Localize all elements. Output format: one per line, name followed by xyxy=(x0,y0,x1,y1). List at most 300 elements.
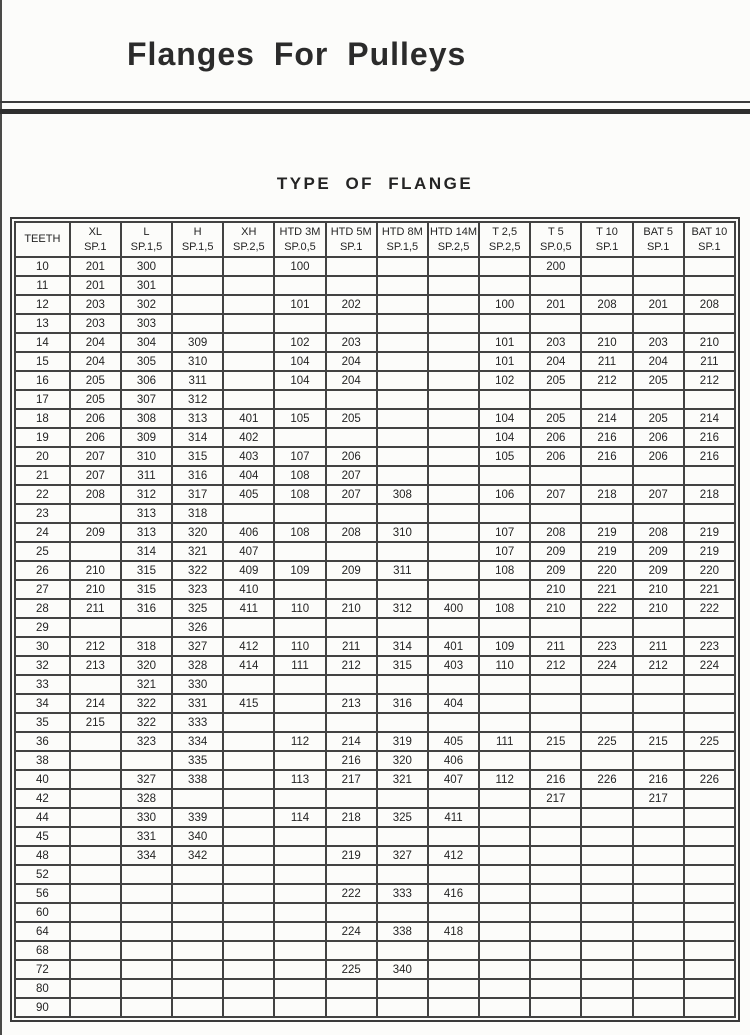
value-cell: 214 xyxy=(70,694,121,713)
table-row xyxy=(15,979,735,998)
value-cell xyxy=(70,884,121,903)
value-cell: 113 xyxy=(274,770,325,789)
teeth-cell: 36 xyxy=(15,732,70,751)
value-cell: 219 xyxy=(581,542,632,561)
value-cell xyxy=(377,371,428,390)
value-cell xyxy=(428,675,479,694)
teeth-cell: 32 xyxy=(15,656,70,675)
value-cell xyxy=(581,276,632,295)
value-cell xyxy=(581,865,632,884)
teeth-cell: 44 xyxy=(15,808,70,827)
value-cell xyxy=(684,846,735,865)
column-header: TEETH xyxy=(15,222,70,257)
value-cell: 213 xyxy=(326,694,377,713)
teeth-cell: 29 xyxy=(15,618,70,637)
value-cell xyxy=(70,770,121,789)
value-cell: 216 xyxy=(581,447,632,466)
value-cell: 214 xyxy=(326,732,377,751)
value-cell xyxy=(684,466,735,485)
value-cell xyxy=(684,941,735,960)
value-cell xyxy=(223,713,274,732)
value-cell: 315 xyxy=(121,580,172,599)
value-cell xyxy=(479,580,530,599)
value-cell xyxy=(684,675,735,694)
value-cell: 334 xyxy=(121,846,172,865)
value-cell xyxy=(274,979,325,998)
value-cell xyxy=(326,580,377,599)
table-row xyxy=(15,808,735,827)
value-cell: 205 xyxy=(530,409,581,428)
value-cell xyxy=(377,428,428,447)
value-cell: 204 xyxy=(326,371,377,390)
teeth-cell: 48 xyxy=(15,846,70,865)
value-cell xyxy=(479,789,530,808)
value-cell xyxy=(633,960,684,979)
value-cell: 211 xyxy=(326,637,377,656)
value-cell: 202 xyxy=(326,295,377,314)
table-row xyxy=(15,542,735,561)
value-cell xyxy=(223,732,274,751)
value-cell: 211 xyxy=(70,599,121,618)
teeth-cell: 17 xyxy=(15,390,70,409)
value-cell: 210 xyxy=(530,580,581,599)
value-cell xyxy=(70,789,121,808)
value-cell: 219 xyxy=(326,846,377,865)
value-cell xyxy=(684,257,735,276)
value-cell: 333 xyxy=(172,713,223,732)
value-cell xyxy=(377,713,428,732)
value-cell: 313 xyxy=(121,504,172,523)
value-cell: 225 xyxy=(684,732,735,751)
value-cell xyxy=(428,333,479,352)
value-cell xyxy=(121,998,172,1017)
value-cell: 212 xyxy=(633,656,684,675)
table-row xyxy=(15,675,735,694)
value-cell xyxy=(479,960,530,979)
value-cell xyxy=(377,542,428,561)
value-cell xyxy=(172,960,223,979)
value-cell xyxy=(377,352,428,371)
value-cell: 210 xyxy=(684,333,735,352)
value-cell xyxy=(479,276,530,295)
value-cell xyxy=(633,713,684,732)
value-cell xyxy=(70,979,121,998)
table-row xyxy=(15,295,735,314)
value-cell xyxy=(377,295,428,314)
value-cell xyxy=(530,941,581,960)
value-cell xyxy=(223,846,274,865)
value-cell xyxy=(633,922,684,941)
value-cell: 320 xyxy=(377,751,428,770)
value-cell: 403 xyxy=(223,447,274,466)
value-cell: 323 xyxy=(172,580,223,599)
value-cell: 314 xyxy=(377,637,428,656)
value-cell: 216 xyxy=(633,770,684,789)
value-cell xyxy=(223,998,274,1017)
value-cell xyxy=(633,694,684,713)
value-cell: 205 xyxy=(70,390,121,409)
value-cell xyxy=(581,884,632,903)
value-cell xyxy=(274,504,325,523)
value-cell: 224 xyxy=(581,656,632,675)
value-cell xyxy=(223,903,274,922)
column-header: T 2,5 SP.2,5 xyxy=(479,222,530,257)
value-cell: 313 xyxy=(172,409,223,428)
value-cell xyxy=(479,466,530,485)
column-header: BAT 10 SP.1 xyxy=(684,222,735,257)
value-cell xyxy=(428,979,479,998)
value-cell xyxy=(428,903,479,922)
value-cell: 225 xyxy=(326,960,377,979)
value-cell: 217 xyxy=(530,789,581,808)
teeth-cell: 33 xyxy=(15,675,70,694)
value-cell: 313 xyxy=(121,523,172,542)
value-cell: 311 xyxy=(121,466,172,485)
value-cell xyxy=(684,694,735,713)
value-cell xyxy=(581,998,632,1017)
value-cell xyxy=(70,618,121,637)
value-cell xyxy=(70,732,121,751)
value-cell: 315 xyxy=(172,447,223,466)
value-cell xyxy=(428,257,479,276)
value-cell xyxy=(121,979,172,998)
value-cell xyxy=(223,314,274,333)
value-cell: 327 xyxy=(121,770,172,789)
value-cell xyxy=(274,713,325,732)
value-cell xyxy=(684,314,735,333)
table-row xyxy=(15,276,735,295)
value-cell xyxy=(274,751,325,770)
value-cell: 208 xyxy=(70,485,121,504)
value-cell xyxy=(428,618,479,637)
value-cell: 309 xyxy=(121,428,172,447)
table-row xyxy=(15,504,735,523)
value-cell: 100 xyxy=(274,257,325,276)
value-cell xyxy=(223,827,274,846)
teeth-cell: 52 xyxy=(15,865,70,884)
value-cell xyxy=(326,827,377,846)
teeth-cell: 30 xyxy=(15,637,70,656)
teeth-cell: 68 xyxy=(15,941,70,960)
value-cell xyxy=(581,979,632,998)
value-cell: 211 xyxy=(530,637,581,656)
value-cell: 322 xyxy=(121,713,172,732)
value-cell xyxy=(223,751,274,770)
value-cell: 407 xyxy=(428,770,479,789)
value-cell xyxy=(274,580,325,599)
table-row xyxy=(15,903,735,922)
value-cell: 212 xyxy=(581,371,632,390)
value-cell: 326 xyxy=(172,618,223,637)
value-cell: 104 xyxy=(479,428,530,447)
value-cell xyxy=(530,808,581,827)
value-cell: 106 xyxy=(479,485,530,504)
value-cell: 320 xyxy=(121,656,172,675)
value-cell xyxy=(121,618,172,637)
value-cell xyxy=(428,998,479,1017)
value-cell: 206 xyxy=(530,447,581,466)
value-cell: 305 xyxy=(121,352,172,371)
value-cell xyxy=(581,504,632,523)
value-cell xyxy=(684,827,735,846)
table-row xyxy=(15,941,735,960)
value-cell xyxy=(684,390,735,409)
value-cell: 215 xyxy=(633,732,684,751)
value-cell xyxy=(326,504,377,523)
value-cell xyxy=(428,789,479,808)
value-cell: 320 xyxy=(172,523,223,542)
value-cell xyxy=(479,390,530,409)
teeth-cell: 11 xyxy=(15,276,70,295)
value-cell: 217 xyxy=(633,789,684,808)
table-row xyxy=(15,713,735,732)
value-cell xyxy=(479,675,530,694)
value-cell xyxy=(121,941,172,960)
value-cell xyxy=(581,827,632,846)
value-cell xyxy=(70,922,121,941)
value-cell: 210 xyxy=(530,599,581,618)
value-cell xyxy=(428,314,479,333)
value-cell xyxy=(172,257,223,276)
column-header: HTD 14M SP.2,5 xyxy=(428,222,479,257)
value-cell: 112 xyxy=(274,732,325,751)
value-cell xyxy=(530,466,581,485)
value-cell: 312 xyxy=(377,599,428,618)
value-cell xyxy=(274,827,325,846)
value-cell: 338 xyxy=(172,770,223,789)
column-header: H SP.1,5 xyxy=(172,222,223,257)
value-cell xyxy=(581,808,632,827)
value-cell xyxy=(633,941,684,960)
value-cell xyxy=(684,713,735,732)
table-row xyxy=(15,732,735,751)
value-cell: 303 xyxy=(121,314,172,333)
value-cell: 204 xyxy=(70,352,121,371)
value-cell: 311 xyxy=(172,371,223,390)
value-cell: 309 xyxy=(172,333,223,352)
teeth-cell: 24 xyxy=(15,523,70,542)
teeth-cell: 23 xyxy=(15,504,70,523)
value-cell xyxy=(70,998,121,1017)
value-cell xyxy=(428,295,479,314)
page-title: Flanges For Pulleys xyxy=(127,36,467,72)
table-row xyxy=(15,922,735,941)
column-header: T 5 SP.0,5 xyxy=(530,222,581,257)
value-cell xyxy=(633,314,684,333)
value-cell: 212 xyxy=(684,371,735,390)
value-cell xyxy=(326,903,377,922)
value-cell: 203 xyxy=(633,333,684,352)
value-cell xyxy=(479,257,530,276)
value-cell xyxy=(326,998,377,1017)
value-cell xyxy=(479,314,530,333)
teeth-cell: 25 xyxy=(15,542,70,561)
value-cell xyxy=(479,941,530,960)
value-cell: 321 xyxy=(121,675,172,694)
value-cell: 216 xyxy=(581,428,632,447)
value-cell xyxy=(326,941,377,960)
value-cell: 203 xyxy=(326,333,377,352)
value-cell xyxy=(633,751,684,770)
value-cell xyxy=(479,846,530,865)
value-cell: 209 xyxy=(530,542,581,561)
value-cell: 223 xyxy=(581,637,632,656)
value-cell xyxy=(684,979,735,998)
value-cell xyxy=(121,751,172,770)
teeth-cell: 35 xyxy=(15,713,70,732)
value-cell xyxy=(326,428,377,447)
value-cell xyxy=(326,390,377,409)
value-cell xyxy=(428,352,479,371)
value-cell xyxy=(530,504,581,523)
value-cell xyxy=(581,675,632,694)
teeth-cell: 64 xyxy=(15,922,70,941)
value-cell: 319 xyxy=(377,732,428,751)
value-cell: 338 xyxy=(377,922,428,941)
value-cell: 217 xyxy=(326,770,377,789)
value-cell xyxy=(223,390,274,409)
value-cell: 223 xyxy=(684,637,735,656)
table-row xyxy=(15,447,735,466)
value-cell: 418 xyxy=(428,922,479,941)
value-cell xyxy=(70,960,121,979)
value-cell: 110 xyxy=(479,656,530,675)
value-cell: 317 xyxy=(172,485,223,504)
value-cell: 308 xyxy=(377,485,428,504)
value-cell: 310 xyxy=(377,523,428,542)
value-cell: 323 xyxy=(121,732,172,751)
value-cell xyxy=(684,960,735,979)
value-cell: 210 xyxy=(633,599,684,618)
value-cell xyxy=(326,257,377,276)
value-cell xyxy=(479,713,530,732)
value-cell xyxy=(274,428,325,447)
value-cell xyxy=(684,998,735,1017)
value-cell: 307 xyxy=(121,390,172,409)
value-cell: 212 xyxy=(530,656,581,675)
value-cell xyxy=(172,295,223,314)
value-cell: 114 xyxy=(274,808,325,827)
value-cell xyxy=(633,998,684,1017)
value-cell: 110 xyxy=(274,599,325,618)
value-cell xyxy=(581,390,632,409)
value-cell xyxy=(684,808,735,827)
value-cell: 325 xyxy=(377,808,428,827)
value-cell xyxy=(684,751,735,770)
value-cell xyxy=(274,675,325,694)
value-cell xyxy=(274,998,325,1017)
value-cell: 208 xyxy=(326,523,377,542)
value-cell: 201 xyxy=(70,257,121,276)
value-cell xyxy=(274,390,325,409)
header-divider-rule xyxy=(0,101,750,114)
value-cell: 311 xyxy=(377,561,428,580)
value-cell xyxy=(274,922,325,941)
value-cell: 201 xyxy=(633,295,684,314)
value-cell: 328 xyxy=(121,789,172,808)
value-cell: 102 xyxy=(479,371,530,390)
value-cell xyxy=(223,276,274,295)
value-cell xyxy=(274,846,325,865)
value-cell xyxy=(274,694,325,713)
value-cell xyxy=(326,675,377,694)
value-cell: 101 xyxy=(274,295,325,314)
value-cell xyxy=(428,390,479,409)
value-cell: 214 xyxy=(581,409,632,428)
value-cell: 318 xyxy=(172,504,223,523)
value-cell: 207 xyxy=(70,466,121,485)
value-cell xyxy=(684,922,735,941)
value-cell: 210 xyxy=(70,561,121,580)
value-cell xyxy=(70,865,121,884)
value-cell: 205 xyxy=(326,409,377,428)
value-cell xyxy=(428,542,479,561)
value-cell xyxy=(223,865,274,884)
value-cell xyxy=(530,675,581,694)
value-cell: 204 xyxy=(530,352,581,371)
value-cell xyxy=(326,865,377,884)
column-header: BAT 5 SP.1 xyxy=(633,222,684,257)
value-cell: 340 xyxy=(172,827,223,846)
table-header-row xyxy=(15,222,735,257)
table-row xyxy=(15,960,735,979)
value-cell: 218 xyxy=(684,485,735,504)
teeth-cell: 20 xyxy=(15,447,70,466)
value-cell: 414 xyxy=(223,656,274,675)
value-cell xyxy=(121,865,172,884)
value-cell: 211 xyxy=(581,352,632,371)
value-cell: 209 xyxy=(70,523,121,542)
value-cell: 215 xyxy=(530,732,581,751)
value-cell: 224 xyxy=(326,922,377,941)
value-cell: 209 xyxy=(326,561,377,580)
value-cell xyxy=(428,713,479,732)
value-cell: 221 xyxy=(581,580,632,599)
value-cell xyxy=(581,922,632,941)
value-cell xyxy=(530,751,581,770)
value-cell xyxy=(581,903,632,922)
value-cell: 208 xyxy=(581,295,632,314)
value-cell xyxy=(428,827,479,846)
value-cell: 221 xyxy=(684,580,735,599)
value-cell xyxy=(428,523,479,542)
value-cell: 201 xyxy=(530,295,581,314)
value-cell xyxy=(274,960,325,979)
value-cell xyxy=(684,504,735,523)
table-row xyxy=(15,580,735,599)
value-cell xyxy=(530,618,581,637)
value-cell: 215 xyxy=(70,713,121,732)
value-cell: 330 xyxy=(121,808,172,827)
value-cell: 219 xyxy=(581,523,632,542)
value-cell: 208 xyxy=(684,295,735,314)
value-cell: 207 xyxy=(326,485,377,504)
value-cell xyxy=(530,998,581,1017)
value-cell xyxy=(223,922,274,941)
value-cell: 340 xyxy=(377,960,428,979)
value-cell: 206 xyxy=(633,447,684,466)
value-cell xyxy=(684,276,735,295)
value-cell xyxy=(121,903,172,922)
value-cell xyxy=(377,903,428,922)
value-cell: 401 xyxy=(223,409,274,428)
value-cell: 318 xyxy=(121,637,172,656)
table-row xyxy=(15,751,735,770)
value-cell: 109 xyxy=(274,561,325,580)
value-cell: 109 xyxy=(479,637,530,656)
value-cell: 207 xyxy=(70,447,121,466)
scan-edge-line xyxy=(0,0,2,1035)
